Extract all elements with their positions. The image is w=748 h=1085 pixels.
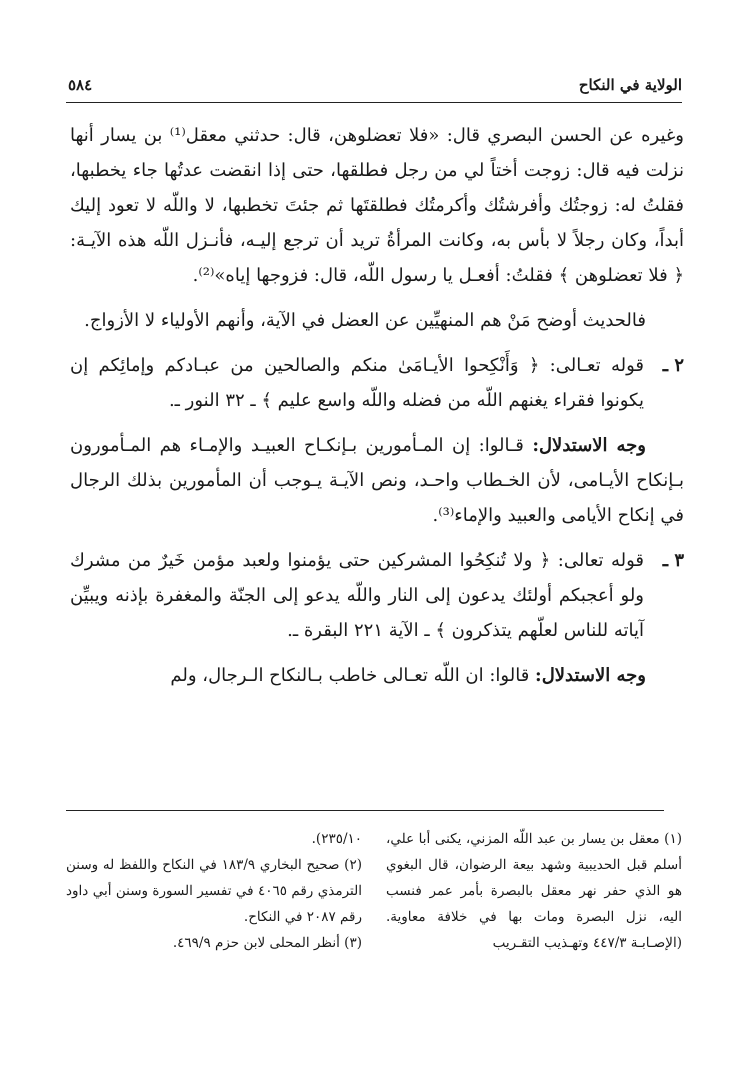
footnote-column-right [386, 826, 682, 956]
footnote-divider [66, 810, 664, 811]
evidence-item-2 [70, 348, 684, 418]
paragraph-hadith: وغيره عن الحسن البصري قال: «فلا تعضلوهن، قال: حدثني معقل⁽¹⁾ بن يسار أنها نزلت فيه قال: زوجت أختاً لي من رجل فطلقها، حتى إذا انقضت عدتُها جاء يخطبها، فقلتُ له: زوجتُك وأفرشتُك وأكرمتُك فطلقتَها ثم جئتَ تخطبها، لا واللّه لا تعود إليك أبداً، وكان رجلاً لا بأس به، وكانت المرأةُ تريد أن ترجع إليـه، فأنـزل اللّه هذه الآيـة: ﴿ فلا تعضلوهن ﴾ فقلتُ: أفعـل يا رسول اللّه، قال: فزوجها إياه»⁽²⁾. [70, 125, 684, 286]
chapter-title: الولاية في النكاح [578, 76, 682, 94]
footnote-column-left [66, 826, 362, 956]
item-number: ٣ ـ [662, 550, 684, 571]
footnote-1-continued: ٢٣٥/١٠). [311, 831, 362, 847]
footnote-3: (٣) أنظر المحلى لابن حزم ٤٦٩/٩. [172, 935, 362, 951]
main-text [70, 118, 684, 703]
paragraph-reasoning-2 [70, 658, 684, 693]
item-number: ٢ ـ [662, 355, 684, 376]
evidence-item-3 [70, 543, 684, 648]
reasoning-text: قـالوا: إن المـأمورين بـإنكـاح العبيـد والإمـاء هم المـأمورون بـإنكاح الأيـامى، لأن الخـطاب واحـد، ونص الآيـة يـوجب أن المأمورين بذلك الرجال في إنكاح الأيامى والعبيد والإماء⁽³⁾. [70, 435, 684, 526]
header-divider [66, 102, 682, 103]
footnote-2: (٢) صحيح البخاري ١٨٣/٩ في النكاح واللفظ له وسنن الترمذي رقم ٤٠٦٥ في تفسير السورة وسنن أبي داود رقم ٢٠٨٧ في النكاح. [66, 857, 362, 925]
running-header [68, 72, 682, 98]
paragraph-reasoning-1 [70, 428, 684, 533]
item-text: قوله تعـالى: ﴿ وَأَنْكِحوا الأيـامَىٰ منكم والصالحين من عبـادكم وإمائِكم إن يكونوا فقراء يغنهم اللّه من فضله واللّه واسع عليم ﴾ ـ ٣٢ النور ـ. [70, 355, 644, 411]
item-text: قوله تعالى: ﴿ ولا تُنكِحُوا المشركين حتى يؤمنوا ولعبد مؤمن خَيرٌ من مشرك ولو أعجبكم أولئك يدعون إلى النار واللّه يدعو إلى الجنّة والمغفرة بإذنه ويبيِّن آياته للناس لعلّهم يتذكرون ﴾ ـ الآية ٢٢١ البقرة ـ. [70, 550, 644, 641]
reasoning-label: وجه الاستدلال: [532, 435, 647, 456]
reasoning-label: وجه الاستدلال: [535, 665, 646, 686]
footnotes [66, 826, 682, 956]
page-number: ٥٨٤ [68, 76, 93, 94]
paragraph-conclusion: فالحديث أوضح مَنْ هم المنهيِّين عن العضل في الآية، وأنهم الأولياء لا الأزواج. [84, 310, 646, 331]
footnote-1: (١) معقل بن يسار بن عبد اللّه المزني، يكنى أبا علي، أسلم قبل الحديبية وشهد بيعة الرضوان، قال البغوي هو الذي حفر نهر معقل بالبصرة بأمر عمر فنسب اليه، نزل البصرة ومات بها في خلافة معاوية. (الإصـابـة ٤٤٧/٣ وتهـذيب التقـريب [386, 831, 682, 951]
reasoning-text: قالوا: ان اللّه تعـالى خاطب بـالنكاح الـرجال، ولم [170, 665, 530, 686]
